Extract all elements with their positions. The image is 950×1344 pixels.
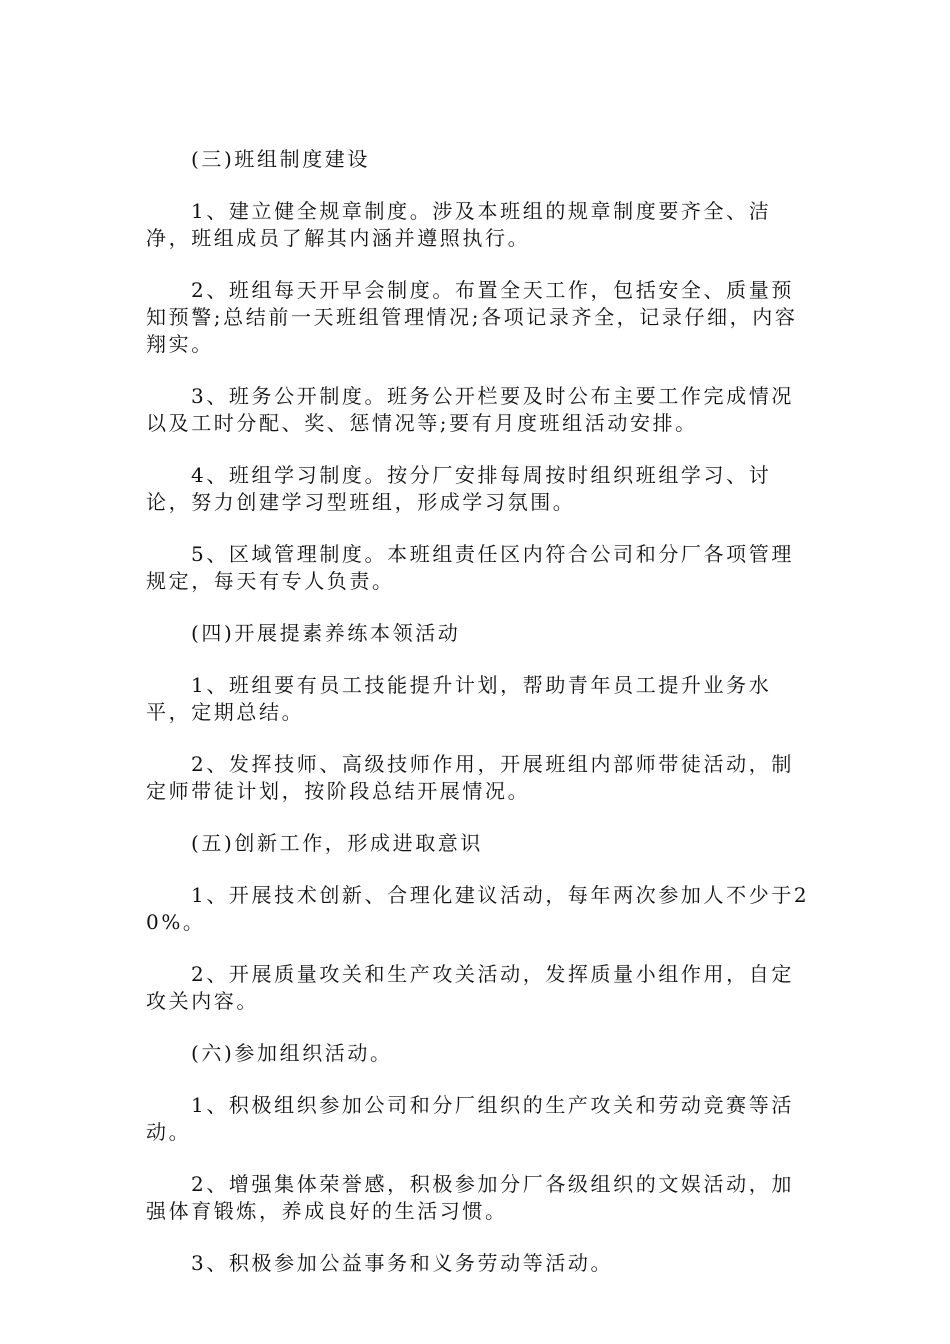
paragraph: 1、班组要有员工技能提升计划，帮助青年员工提升业务水平，定期总结。 xyxy=(146,673,772,724)
document-body xyxy=(146,146,816,1277)
paragraph: 1、积极组织参加公司和分厂组织的生产攻关和劳动竞赛等活动。 xyxy=(146,1093,794,1144)
section-heading-4: (四)开展提素养练本领活动 xyxy=(191,621,461,645)
paragraph: 1、开展技术创新、合理化建议活动，每年两次参加人不少于20%。 xyxy=(146,883,810,934)
paragraph: 2、班组每天开早会制度。布置全天工作，包括安全、质量预知预警;总结前一天班组管理情况;各项记录齐全，记录仔细，内容翔实。 xyxy=(146,278,798,356)
section-heading-5: (五)创新工作，形成进取意识 xyxy=(191,831,484,855)
paragraph: 3、积极参加公益事务和义务劳动等活动。 xyxy=(191,1251,614,1275)
paragraph: 3、班务公开制度。班务公开栏要及时公布主要工作完成情况以及工时分配、奖、惩情况等;要有月度班组活动安排。 xyxy=(146,384,794,435)
section-heading-3: (三)班组制度建设 xyxy=(191,147,371,171)
paragraph: 1、建立健全规章制度。涉及本班组的规章制度要齐全、洁净，班组成员了解其内涵并遵照执行。 xyxy=(146,199,772,250)
paragraph: 2、增强集体荣誉感，积极参加分厂各级组织的文娱活动，加强体育锻炼，养成良好的生活习惯。 xyxy=(146,1172,794,1223)
paragraph: 2、发挥技师、高级技师作用，开展班组内部师带徒活动，制定师带徒计划，按阶段总结开展情况。 xyxy=(146,752,794,803)
section-heading-6: (六)参加组织活动。 xyxy=(191,1041,393,1065)
paragraph: 4、班组学习制度。按分厂安排每周按时组织班组学习、讨论，努力创建学习型班组，形成学习氛围。 xyxy=(146,463,772,514)
paragraph: 2、开展质量攻关和生产攻关活动，发挥质量小组作用，自定攻关内容。 xyxy=(146,962,794,1013)
paragraph: 5、区域管理制度。本班组责任区内符合公司和分厂各项管理规定，每天有专人负责。 xyxy=(146,542,794,593)
